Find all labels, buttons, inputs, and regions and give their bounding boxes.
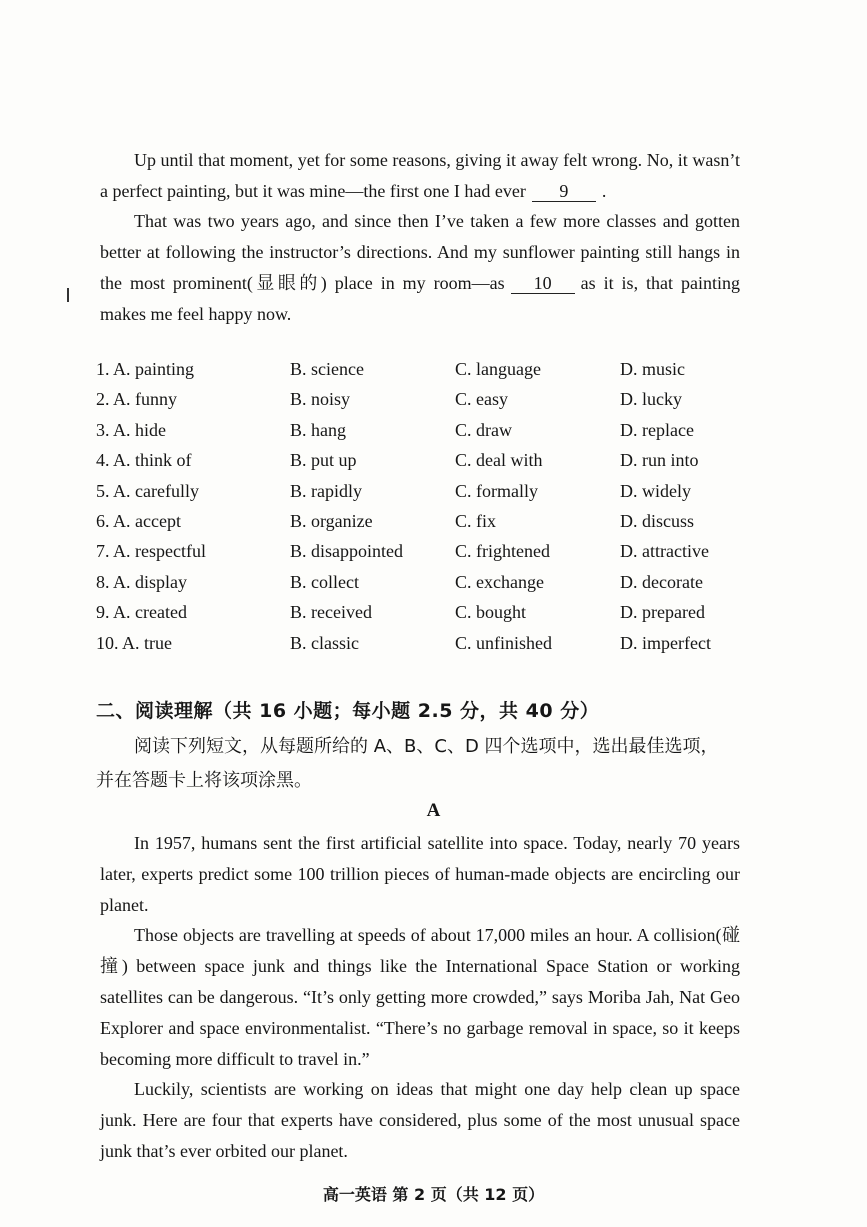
option-b: B. classic bbox=[290, 632, 359, 653]
passage-a-paragraph-3: Luckily, scientists are working on ideas that might one day help clean up space junk. Here are four that experts have considered, plus some of the most unusual space junk that’s ever orbited our planet. bbox=[100, 1079, 740, 1161]
option-a: 4. A. think of bbox=[96, 450, 192, 471]
option-b: B. science bbox=[290, 359, 364, 379]
option-a: 6. A. accept bbox=[96, 510, 181, 531]
option-b: B. rapidly bbox=[290, 480, 362, 501]
option-a: 9. A. created bbox=[96, 602, 187, 623]
option-a: 1. A. painting bbox=[96, 359, 194, 379]
option-row bbox=[96, 633, 756, 663]
option-d: D. imperfect bbox=[620, 632, 711, 653]
option-row bbox=[96, 389, 756, 419]
option-row bbox=[96, 602, 756, 632]
option-row bbox=[96, 572, 756, 602]
option-c: C. fix bbox=[455, 510, 497, 531]
page-footer: 高一英语 第 2 页（共 12 页） bbox=[322, 1185, 545, 1204]
answer-blank-9: 9 bbox=[532, 181, 596, 202]
option-row bbox=[96, 511, 756, 541]
option-c: C. frightened bbox=[455, 541, 550, 562]
option-b: B. disappointed bbox=[290, 541, 403, 562]
option-d: D. discuss bbox=[620, 510, 695, 531]
cloze-options bbox=[96, 359, 756, 663]
option-b: B. received bbox=[290, 602, 372, 623]
option-c: C. draw bbox=[455, 419, 512, 440]
option-d: D. decorate bbox=[620, 571, 703, 592]
option-b: B. noisy bbox=[290, 389, 351, 410]
option-c: C. formally bbox=[455, 480, 538, 501]
paragraph-text: Up until that moment, yet for some reasons, giving it away felt wrong. No, it wasn’t a perfect painting, but it was mine—the first one I had ever bbox=[100, 150, 740, 201]
option-a: 8. A. display bbox=[96, 571, 188, 592]
option-d: D. widely bbox=[620, 480, 691, 501]
option-c: C. unfinished bbox=[455, 632, 552, 653]
option-row bbox=[96, 420, 756, 450]
margin-mark bbox=[67, 288, 69, 302]
option-c: C. deal with bbox=[455, 450, 543, 471]
passage-a-paragraph-1: In 1957, humans sent the first artificial satellite into space. Today, nearly 70 years later, experts predict some 100 trillion pieces of human-made objects are encircling our planet. bbox=[100, 833, 740, 915]
option-d: D. run into bbox=[620, 450, 699, 471]
option-d: D. replace bbox=[620, 419, 694, 440]
paragraph-gift bbox=[100, 145, 740, 207]
option-b: B. collect bbox=[290, 571, 359, 592]
option-a: 10. A. true bbox=[96, 632, 172, 653]
option-d: D. attractive bbox=[620, 541, 709, 562]
option-c: C. bought bbox=[455, 602, 527, 623]
option-a: 2. A. funny bbox=[96, 389, 177, 410]
paragraph-text: That was two years ago, and since then I’ve taken a few more classes and gotten better at following the instructor’s directions. And my sunflower painting still hangs in the most prominent(显眼的) place in my room—as bbox=[100, 211, 740, 293]
option-b: B. hang bbox=[290, 419, 346, 440]
option-d: D. lucky bbox=[620, 389, 682, 410]
option-a: 5. A. carefully bbox=[96, 480, 199, 501]
answer-blank-10: 10 bbox=[511, 273, 575, 294]
option-b: B. put up bbox=[290, 450, 357, 471]
option-row bbox=[96, 450, 756, 480]
option-b: B. organize bbox=[290, 510, 373, 531]
option-c: C. exchange bbox=[455, 571, 544, 592]
option-d: D. music bbox=[620, 359, 685, 379]
option-a: 3. A. hide bbox=[96, 419, 166, 440]
paragraph-end: . bbox=[601, 181, 607, 201]
option-c: C. easy bbox=[455, 389, 508, 410]
section-instruction: 阅读下列短文，从每题所给的 A、B、C、D 四个选项中，选出最佳选项，并在答题卡上将该项涂黑。 bbox=[96, 736, 719, 791]
option-c: C. language bbox=[455, 359, 541, 379]
passage-title: A bbox=[426, 800, 441, 821]
option-a: 7. A. respectful bbox=[96, 541, 206, 562]
paragraph-sunflower bbox=[100, 206, 740, 330]
option-row bbox=[96, 359, 756, 389]
option-row bbox=[96, 481, 756, 511]
option-row bbox=[96, 541, 756, 571]
passage-a-paragraph-2: Those objects are travelling at speeds of about 17,000 miles an hour. A collision(碰撞) between space junk and things like the International Space Station or working satellites can be dangerous. “It’s only getting more crowded,” says Moriba Jah, Nat Geo Explorer and space environmentalist. “There’s no garbage removal in space, so it keeps becoming more difficult to travel in.” bbox=[100, 925, 740, 1069]
section-heading: 二、阅读理解（共 16 小题；每小题 2.5 分，共 40 分） bbox=[96, 700, 600, 722]
option-d: D. prepared bbox=[620, 602, 705, 623]
paragraph-end: as it is, that painting makes me feel happy now. bbox=[100, 273, 740, 324]
